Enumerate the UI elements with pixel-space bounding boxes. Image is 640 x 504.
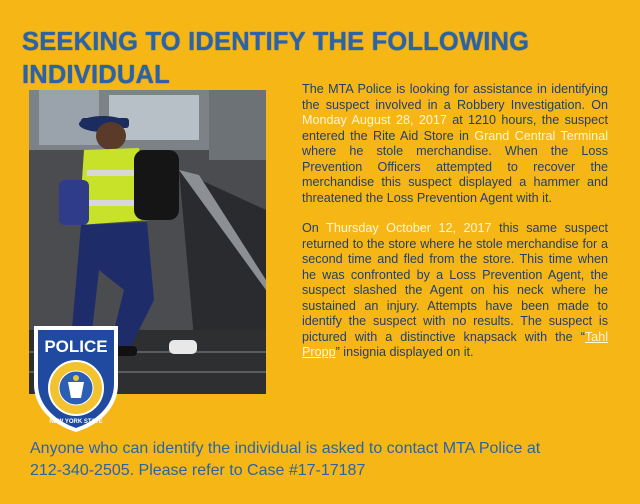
police-badge-icon	[26, 322, 126, 434]
description	[302, 82, 608, 376]
page-title: SEEKING TO IDENTIFY THE FOLLOWING INDIVIDUAL	[22, 28, 530, 89]
badge-word: POLICE	[44, 337, 108, 356]
badge-state: NEW YORK STATE	[49, 419, 103, 425]
knapsack-brand: Tahl Propp	[302, 329, 608, 359]
date-second-incident: Thursday October 12, 2017	[326, 221, 492, 235]
contact-info	[30, 438, 630, 482]
paragraph-first-incident: The MTA Police is looking for assistance in identifying the suspect involved in a Robbery Investigation. On Monday August 28, 2017 at 1210 hours, the suspect entered the Rite Aid Store in Grand Central Terminal where he stole merchandise. When the Loss Prevention Officers attempted to recover the merchandise this suspect displayed a hammer and threatened the Loss Prevention Agent with it.	[302, 82, 608, 205]
contact-line-1: Anyone who can identify the individual is asked to contact MTA Police at	[30, 440, 541, 457]
date-first-incident: Monday August 28, 2017	[302, 113, 447, 127]
location-name: Grand Central Terminal	[474, 128, 608, 143]
contact-line-2: 212-340-2505. Please refer to Case #17-17187	[30, 462, 366, 479]
paragraph-second-incident: On Thursday October 12, 2017 this same suspect returned to the store where he stole merchandise for a second time and fled from the store. This time when he was confronted by a Loss Prevention Agent, the suspect slashed the Agent on his neck where he sustained an injury. Attempts have been made to identify the suspect with no results. The suspect is pictured with a distinctive knapsack with the “Tahl Propp” insignia displayed on it.	[302, 221, 608, 359]
